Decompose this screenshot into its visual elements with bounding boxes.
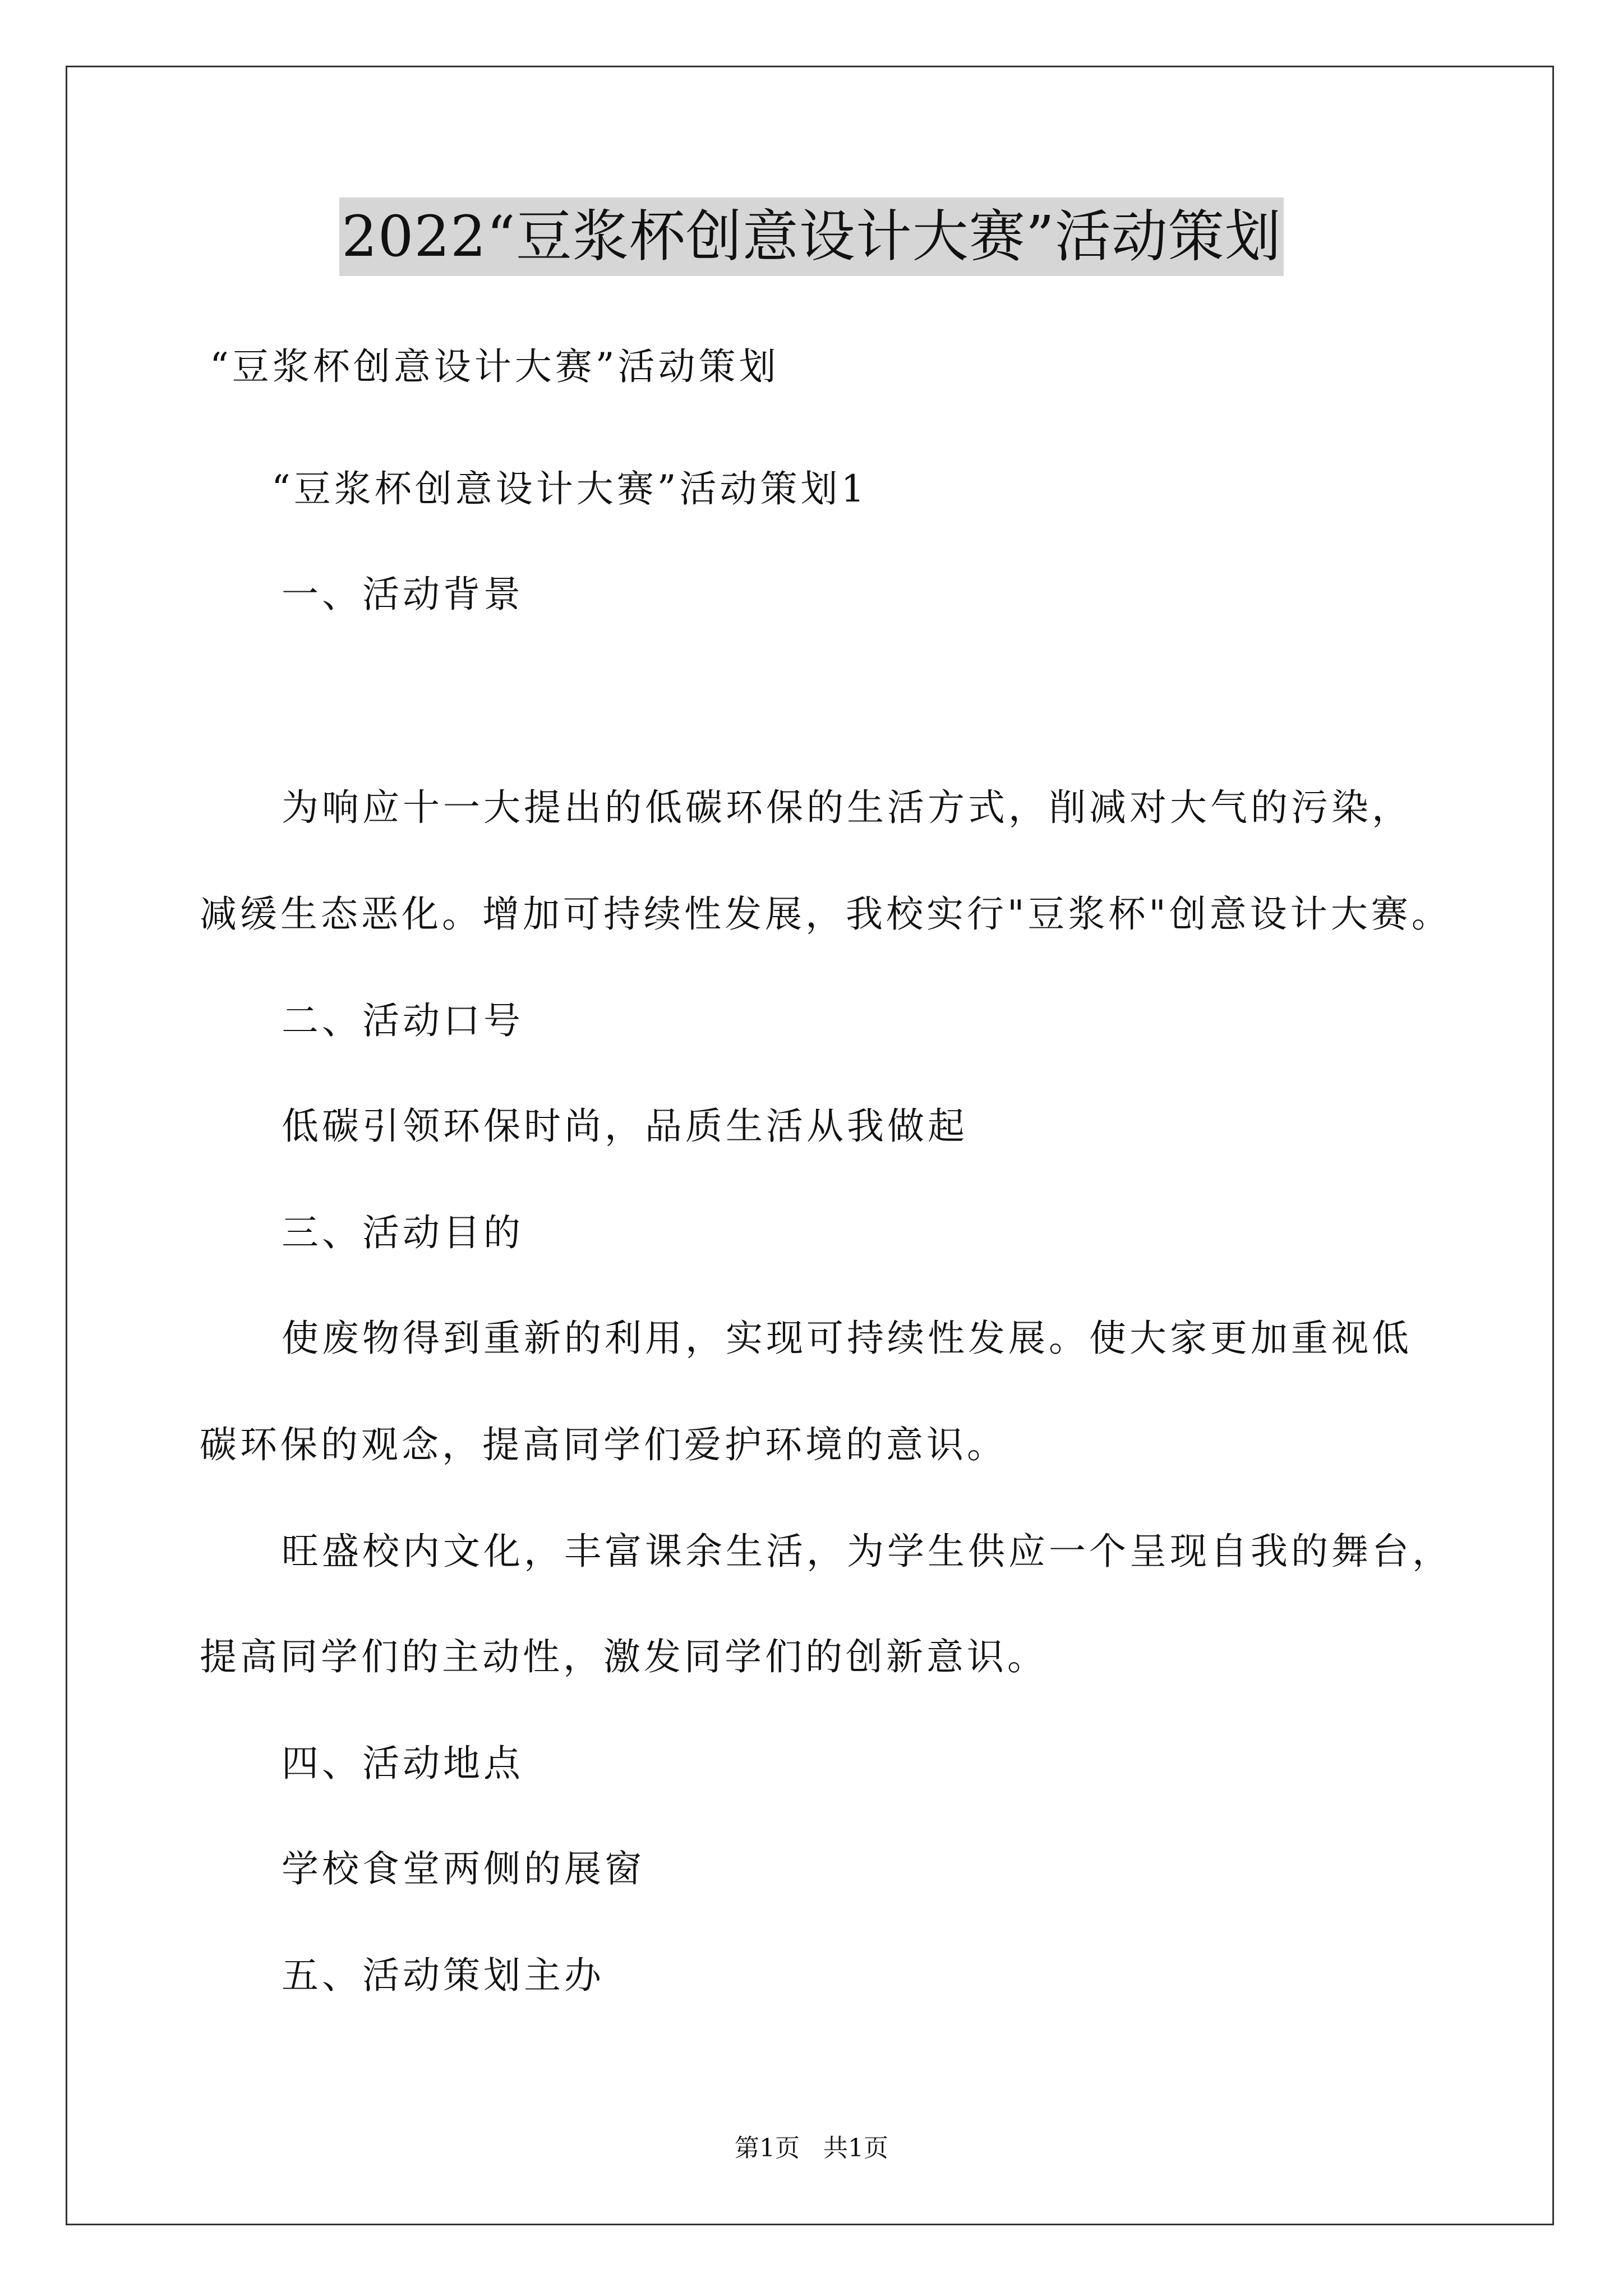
- paragraph-line: 提高同学们的主动性，激发同学们的创新意识。: [200, 1635, 1048, 1678]
- subtitle: “豆浆杯创意设计大赛”活动策划: [210, 345, 780, 388]
- paragraph-line: 低碳引领环保时尚，品质生活从我做起: [282, 1105, 968, 1148]
- paragraph-line: 为响应十一大提出的低碳环保的生活方式，削减对大气的污染，: [282, 786, 1412, 829]
- paragraph-line: 减缓生态恶化。增加可持续性发展，我校实行"豆浆杯"创意设计大赛。: [200, 892, 1452, 936]
- page-footer: 第1页 共1页: [735, 2134, 888, 2162]
- paragraph-line: 碳环保的观念，提高同学们爱护环境的意识。: [200, 1423, 1007, 1466]
- section-heading: 三、活动目的: [282, 1211, 524, 1254]
- section-heading: 四、活动地点: [282, 1742, 524, 1785]
- section-heading: 五、活动策划主办: [282, 1954, 605, 1997]
- section-heading: “豆浆杯创意设计大赛”活动策划1: [271, 467, 868, 510]
- paragraph-line: 使废物得到重新的利用，实现可持续性发展。使大家更加重视低: [282, 1317, 1412, 1360]
- section-heading: 一、活动背景: [282, 573, 524, 616]
- title-wrap: [0, 197, 1623, 276]
- paragraph-line: 学校食堂两侧的展窗: [282, 1847, 645, 1890]
- document-title: 2022“豆浆杯创意设计大赛”活动策划: [339, 197, 1284, 276]
- section-heading: 二、活动口号: [282, 999, 524, 1042]
- paragraph-line: 旺盛校内文化，丰富课余生活，为学生供应一个呈现自我的舞台，: [282, 1530, 1453, 1573]
